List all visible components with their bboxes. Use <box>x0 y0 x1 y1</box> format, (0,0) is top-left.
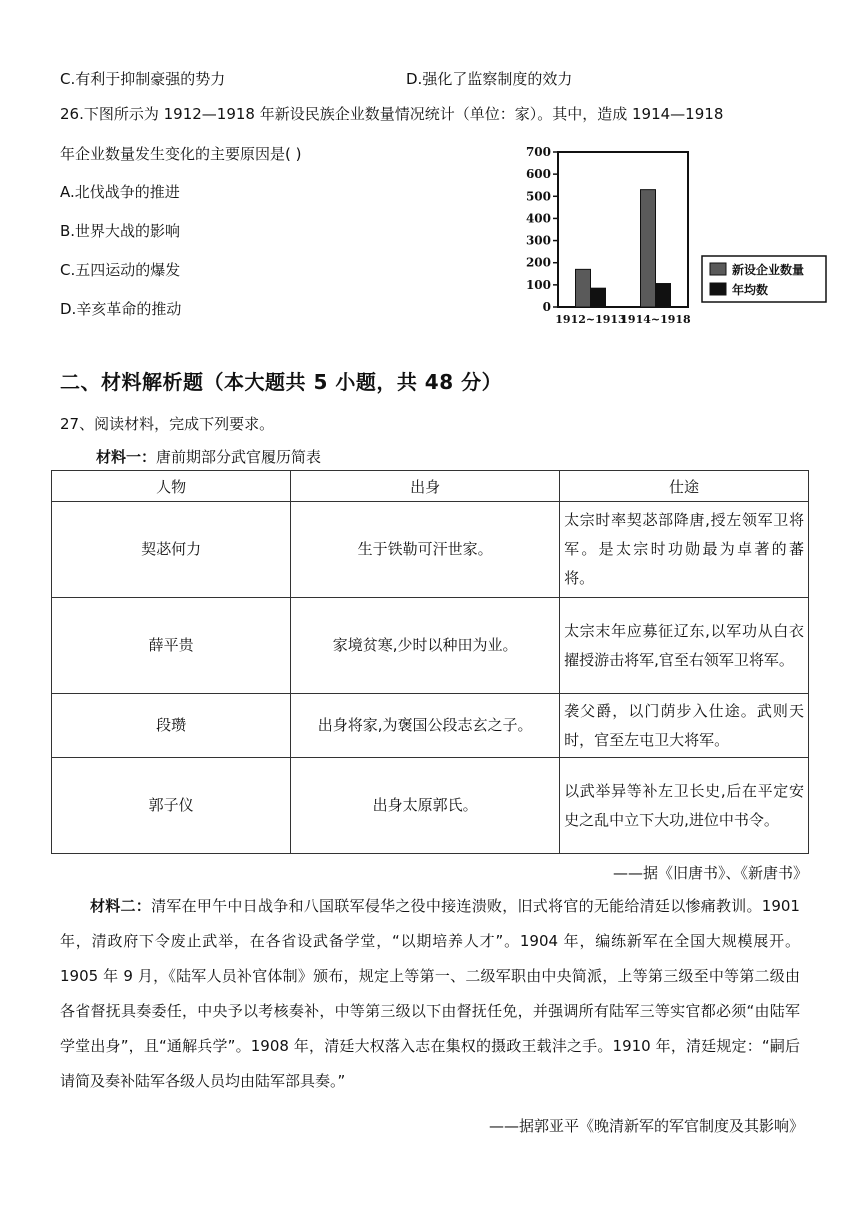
cell-person: 段瓒 <box>52 694 291 758</box>
x-tick-label: 1914~1918 <box>620 313 691 326</box>
cell-career: 太宗末年应募征辽东,以军功从白衣擢授游击将军,官至右领军卫将军。 <box>560 598 809 694</box>
table-row <box>52 502 809 598</box>
y-tick-label: 500 <box>525 189 551 204</box>
cell-career: 太宗时率契苾部降唐,授左领军卫将军。是太宗时功勋最为卓著的蕃将。 <box>560 502 809 598</box>
material2-source: ——据郭亚平《晚清新军的军官制度及其影响》 <box>488 1117 804 1135</box>
q26-option-c: C.五四运动的爆发 <box>60 261 181 279</box>
q26-stem-line1: 26.下图所示为 1912—1918 年新设民族企业数量情况统计（单位：家）。其中，造成 1914—1918 <box>60 105 724 123</box>
section-2-title: 二、材料解析题（本大题共 5 小题，共 48 分） <box>60 370 503 394</box>
y-tick-label: 600 <box>525 167 551 182</box>
legend-label: 新设企业数量 <box>732 263 805 277</box>
legend-swatch <box>710 263 726 275</box>
cell-career: 以武举异等补左卫长史,后在平定安史之乱中立下大功,进位中书令。 <box>560 758 809 854</box>
material2-paragraph <box>60 889 800 1099</box>
q26-stem-line2: 年企业数量发生变化的主要原因是( ) <box>60 145 302 163</box>
table-row <box>52 694 809 758</box>
y-tick-label: 200 <box>525 255 551 270</box>
x-tick-label: 1912~1913 <box>555 313 626 326</box>
header-career: 仕途 <box>560 471 809 502</box>
enterprise-bar-chart <box>516 140 836 330</box>
table-row <box>52 598 809 694</box>
q25-options <box>60 68 572 89</box>
chart-legend <box>702 256 826 302</box>
cell-origin: 出身太原郭氏。 <box>291 758 560 854</box>
legend-swatch <box>710 283 726 295</box>
cell-origin: 家境贫寒,少时以种田为业。 <box>291 598 560 694</box>
q26-option-b: B.世界大战的影响 <box>60 222 181 240</box>
y-tick-label: 700 <box>525 145 551 159</box>
bar-new-enterprises <box>641 190 656 307</box>
legend-label: 年均数 <box>732 283 769 297</box>
q27-stem: 27、阅读材料，完成下列要求。 <box>60 415 275 433</box>
bar-new-enterprises <box>576 269 591 307</box>
cell-person: 薛平贵 <box>52 598 291 694</box>
cell-person: 契苾何力 <box>52 502 291 598</box>
cell-career: 袭父爵，以门荫步入仕途。武则天时，官至左屯卫大将军。 <box>560 694 809 758</box>
q25-option-d: D.强化了监察制度的效力 <box>406 70 573 88</box>
bar-annual-average <box>591 288 606 307</box>
header-person: 人物 <box>52 471 291 502</box>
chart-bars <box>576 190 671 307</box>
q25-option-c: C.有利于抑制豪强的势力 <box>60 70 226 88</box>
material2-text: 清军在甲午中日战争和八国联军侵华之役中接连溃败，旧式将官的无能给清廷以惨痛教训。1901 年，清政府下令废止武举，在各省设武备学堂，“以期培养人才”。1904 年，编练新军在全国大规模展开。1905 年 9 月，《陆军人员补官体制》颁布，规定上等第一、二级军职由中央简派，上等第三级至中等第二级由各省督抚具奏委任，中央予以考核奏补，中等第三级以下由督抚任免，并强调所有陆军三等实官都必须“由陆军学堂出身”，且“通解兵学”。1908 年，清廷大权落入志在集权的摄政王载沣之手。1910 年，清廷规定：“嗣后请简及奏补陆军各级人员均由陆军部具奏。” <box>60 897 800 1090</box>
table-header-row <box>52 471 809 502</box>
cell-origin: 出身将家,为褒国公段志玄之子。 <box>291 694 560 758</box>
table-row <box>52 758 809 854</box>
officer-resume-table <box>51 470 809 854</box>
q26-option-d: D.辛亥革命的推动 <box>60 300 182 318</box>
q26-option-a: A.北伐战争的推进 <box>60 183 180 201</box>
material1-heading <box>96 446 321 467</box>
header-origin: 出身 <box>291 471 560 502</box>
cell-person: 郭子仪 <box>52 758 291 854</box>
material1-title: 唐前期部分武官履历简表 <box>156 448 322 466</box>
material1-label: 材料一： <box>96 448 157 466</box>
cell-origin: 生于铁勒可汗世家。 <box>291 502 560 598</box>
y-tick-label: 400 <box>525 211 551 226</box>
material2-label: 材料二： <box>90 897 152 915</box>
material1-source: ——据《旧唐书》、《新唐书》 <box>612 864 808 882</box>
y-tick-label: 0 <box>542 300 551 314</box>
y-tick-label: 100 <box>525 277 551 292</box>
bar-annual-average <box>656 284 671 307</box>
y-tick-label: 300 <box>525 233 551 248</box>
